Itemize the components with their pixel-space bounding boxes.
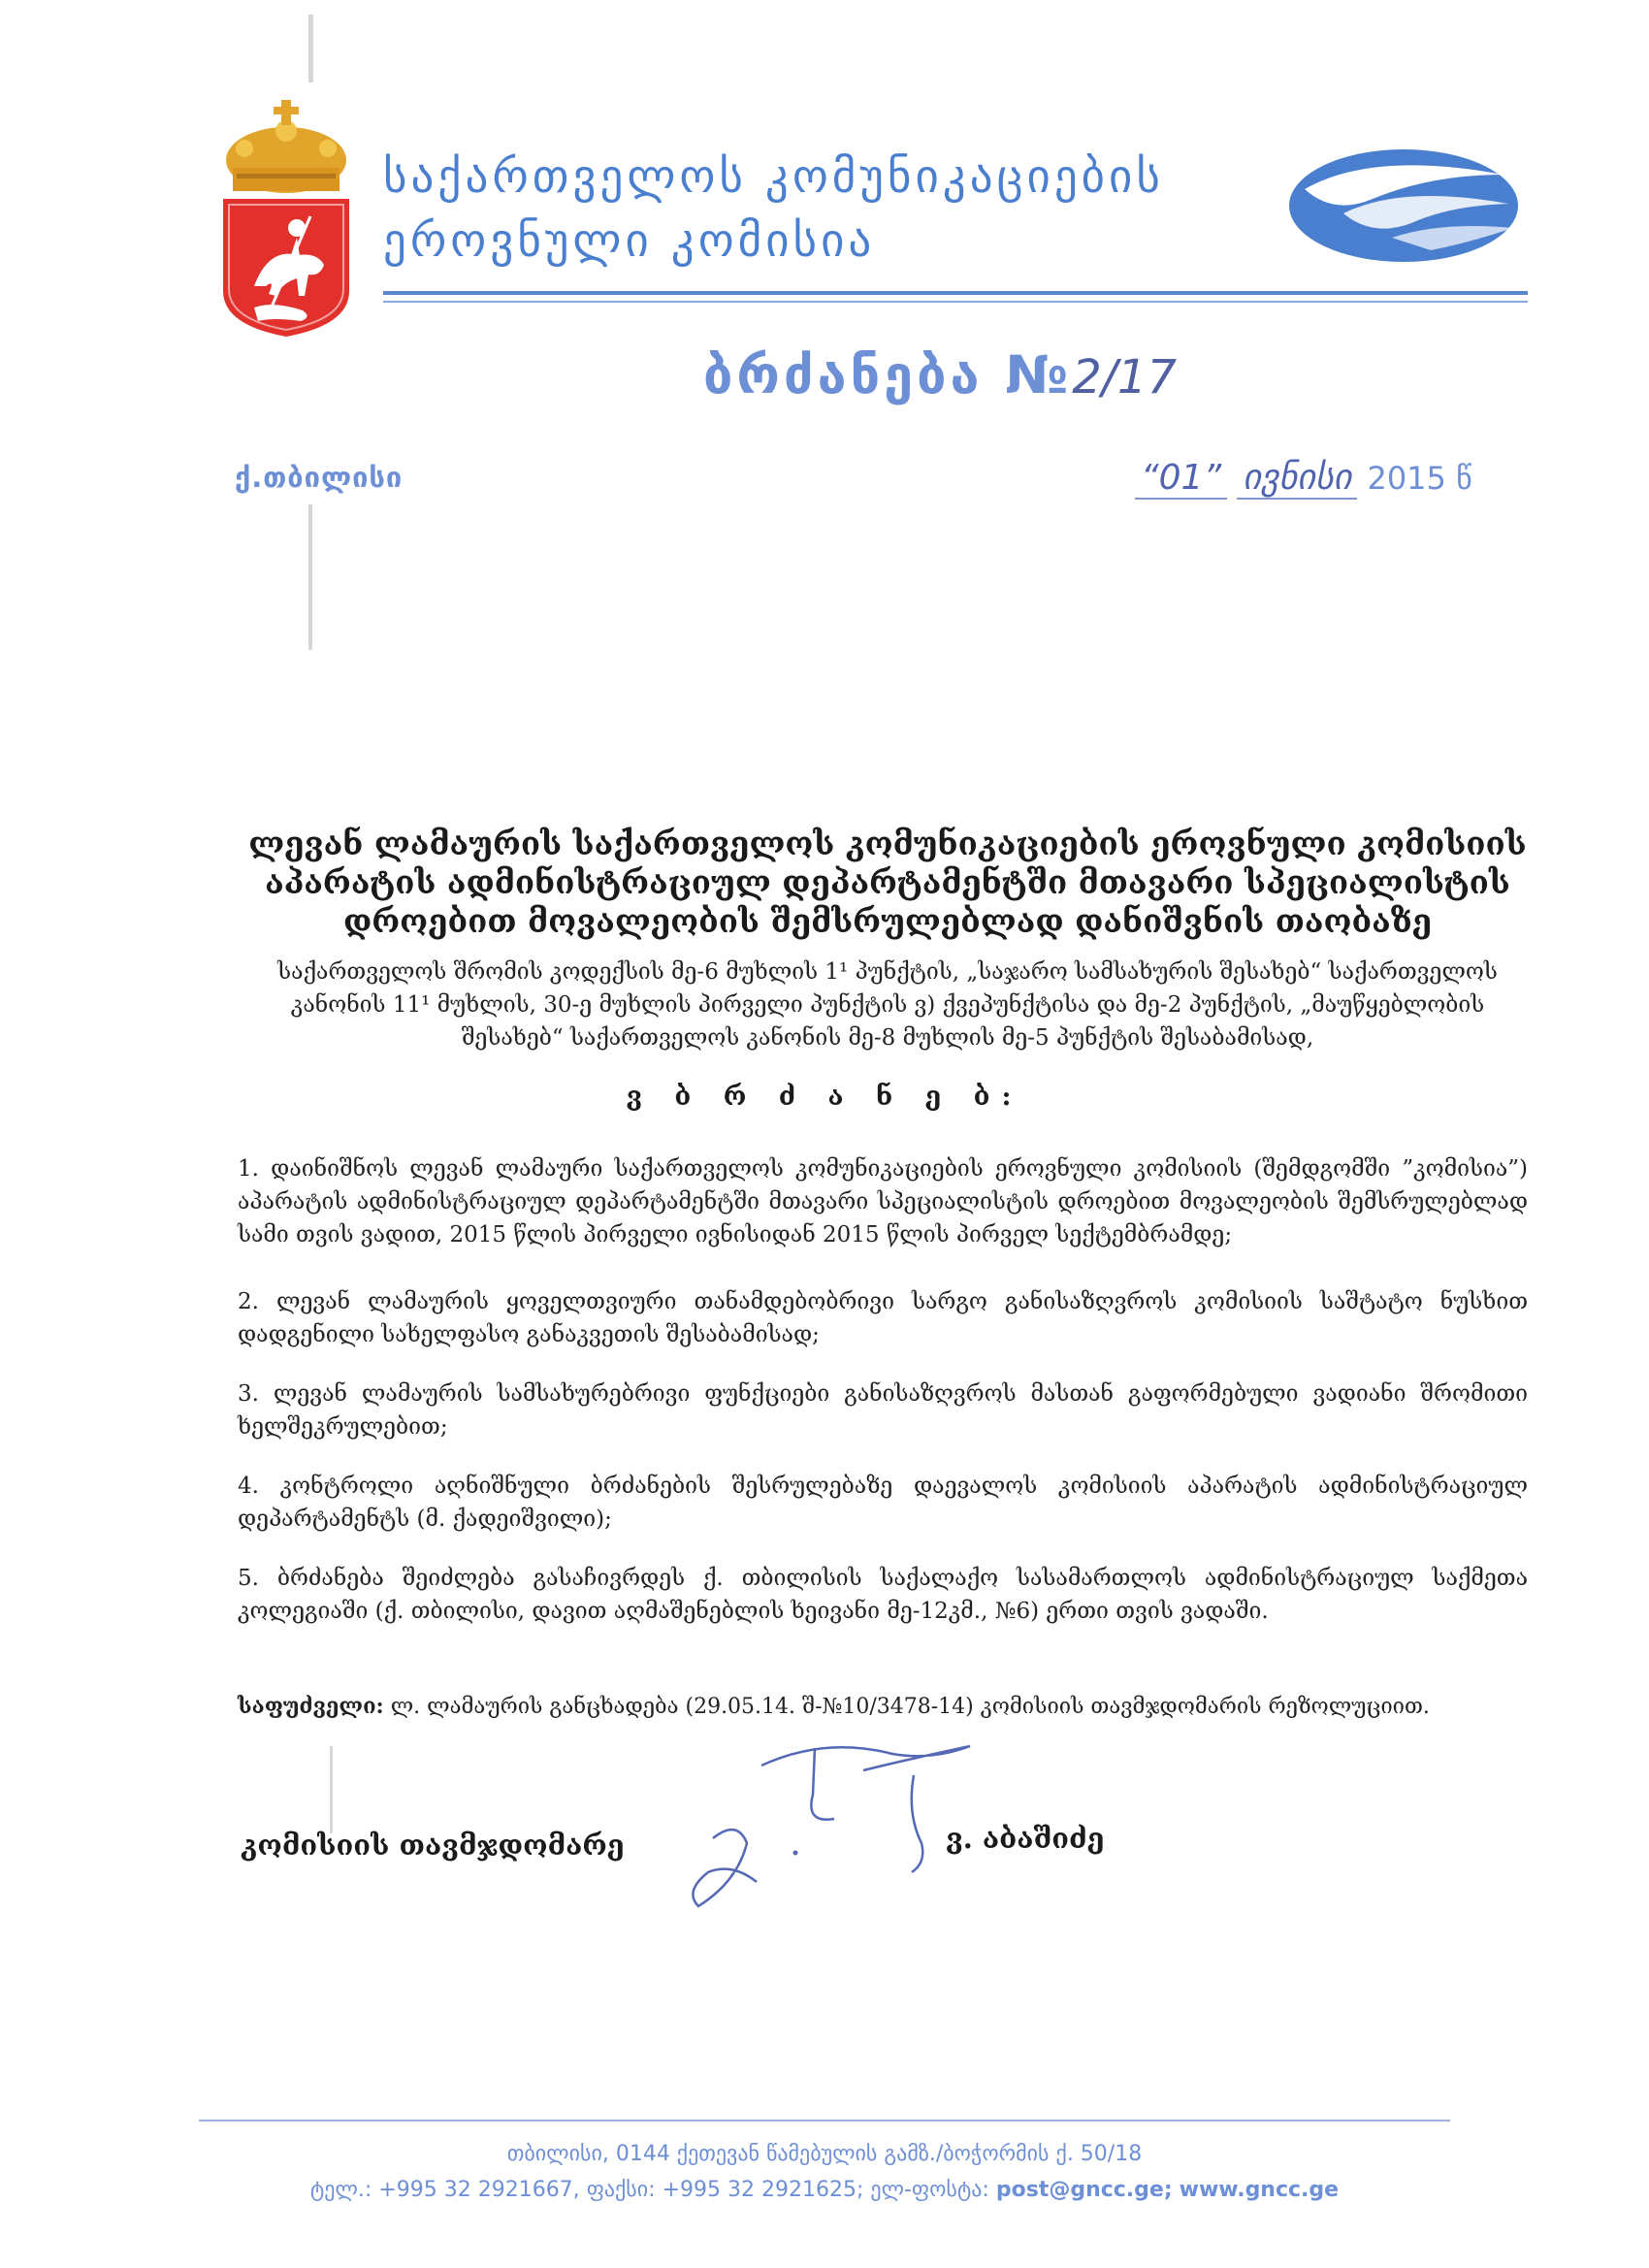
tel-value: +995 32 2921667, [378, 2178, 580, 2202]
tel-label: ტელ.: [309, 2178, 372, 2202]
clause-1: 1. დაინიშნოს ლევან ლამაური საქართველოს კომუნიკაციების ეროვნული კომისიის (შემდგომში ”კომისია”) აპარატის ადმინისტრაციულ დეპარტამენტში მთავარი სპეციალისტის დროებით მოვალეობის შემსრულებლად სამი თვის ვადით, 2015 წლის პირველი ივნისიდან 2015 წლის პირველ სექტემბრამდე; [238, 1156, 1528, 1247]
order-basis [238, 1690, 1537, 1724]
date-day: “01” [1135, 458, 1227, 500]
organization-name-line2: ეროვნული კომისია [383, 214, 876, 268]
organization-name [383, 146, 1256, 274]
order-subject: ლევან ლამაურის საქართველოს კომუნიკაციების ეროვნული კომისიის აპარატის ადმინისტრაციულ დეპარტამენტში მთავარი სპეციალისტის დროებით მოვალეობის შემსრულებლად დანიშვნის თაობაზე [248, 825, 1527, 940]
order-title [703, 344, 1177, 405]
signatory-name: ვ. აბაშიძე [946, 1822, 1105, 1855]
footer-address: თბილისი, 0144 ქეთევან წამებულის გამზ./ბოჭორმის ქ. 50/18 [506, 2142, 1143, 2166]
order-title-label: ბრძანება № [703, 344, 1073, 405]
order-number: 2/17 [1072, 350, 1178, 405]
website-link[interactable]: www.gncc.ge [1179, 2178, 1340, 2202]
fax-label: ფაქსი: [586, 2178, 656, 2202]
coat-of-arms-icon [215, 92, 357, 340]
email-label: ელ-ფოსტა: [870, 2178, 989, 2202]
date-month: ივნისი [1237, 458, 1357, 500]
signatory-title: კომისიის თავმჯდომარე [241, 1829, 625, 1862]
handwritten-signature [679, 1727, 1183, 1921]
clause-5: 5. ბრძანება შეიძლება გასაჩივრდეს ქ. თბილისის საქალაქო სასამართლოს ადმინისტრაციულ საქმეთა კოლეგიაში (ქ. თბილისი, დავით აღმაშენებლის ხეივანი მე-12კმ., №6) ერთი თვის ვადაში. [238, 1566, 1528, 1624]
date-year: 2015 წ [1367, 460, 1472, 497]
organization-name-line1: საქართველოს კომუნიკაციების [383, 150, 1164, 204]
footer-rule [199, 2120, 1450, 2122]
clause-4: 4. კონტროლი აღნიშნული ბრძანების შესრულებაზე დაევალოს კომისიის აპარატის ადმინისტრაციულ დეპარტამენტს (მ. ქადეიშვილი); [238, 1474, 1528, 1532]
orders-heading: ვ ბ რ ძ ა ნ ე ბ: [626, 1082, 1023, 1112]
header-rule [383, 291, 1528, 295]
footer-contacts [0, 2178, 1649, 2202]
gncc-logo-icon [1285, 146, 1523, 267]
email-link[interactable]: post@gncc.ge; [995, 2178, 1173, 2202]
basis-text: ლ. ლამაურის განცხადება (29.05.14. შ-№10/3478-14) კომისიის თავმჯდომარის რეზოლუციით. [390, 1695, 1430, 1719]
clause-3: 3. ლევან ლამაურის სამსახურებრივი ფუნქციები განისაზღვროს მასთან გაფორმებული ვადიანი შრომითი ხელშეკრულებით; [238, 1381, 1528, 1440]
fax-value: +995 32 2921625; [662, 2178, 864, 2202]
header-rule-thin [383, 301, 1528, 303]
order-preamble: საქართველოს შრომის კოდექსის მე-6 მუხლის 1¹ პუნქტის, „საჯარო სამსახურის შესახებ“ საქართველოს კანონის 11¹ მუხლის, 30-ე მუხლის პირველი პუნქტის ვ) ქვეპუნქტისა და მე-2 პუნქტის, „მაუწყებლობის შესახებ“ საქართველოს კანონის მე-8 მუხლის მე-5 პუნქტის შესაბამისად, [277, 959, 1498, 1051]
city-label: ქ.თბილისი [235, 461, 404, 494]
scan-mark [330, 1746, 333, 1833]
scan-mark [308, 15, 313, 82]
basis-label: საფუძველი: [238, 1694, 384, 1719]
order-date [1135, 458, 1472, 500]
scan-mark [308, 504, 312, 650]
clause-2: 2. ლევან ლამაურის ყოველთვიური თანამდებობრივი სარგო განისაზღვროს კომისიის საშტატო ნუსხით დადგენილი სახელფასო განაკვეთის შესაბამისად; [238, 1289, 1528, 1347]
